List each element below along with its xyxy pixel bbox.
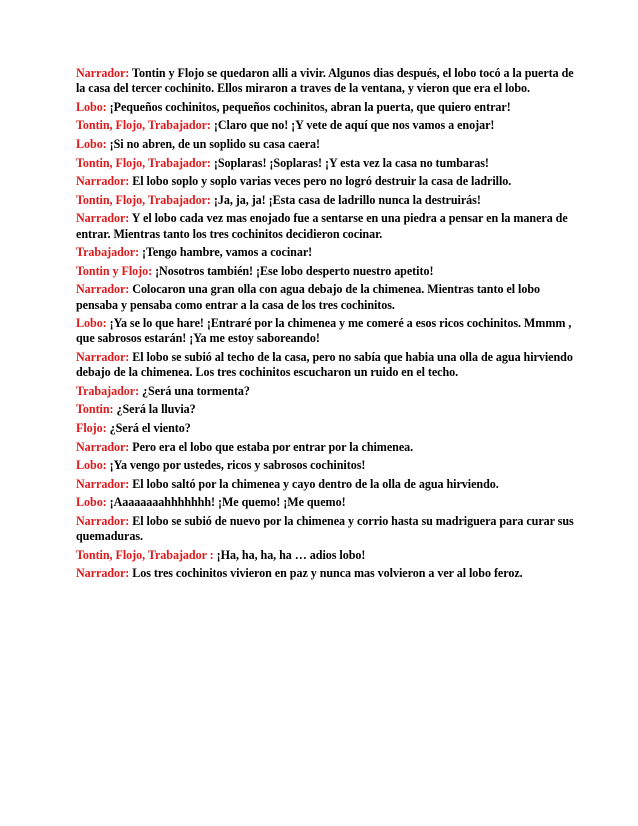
speaker-label: Tontin y Flojo: [76,263,153,278]
speaker-label: Tontin, Flojo, Trabajador: [76,118,211,133]
speaker-label: Narrador: [76,211,130,226]
speaker-label: Lobo: [76,99,107,114]
speaker-label: Tontin, Flojo, Trabajador: [76,192,211,207]
dialogue-text: ¿Será el viento? [106,420,191,435]
script-line [76,440,578,455]
dialogue-text: El lobo saltó por la chimenea y cayo dentro de la olla de agua hirviendo. [129,476,499,491]
speaker-label: Lobo: [76,458,107,473]
speaker-label: Narrador: [76,513,130,528]
dialogue-text: Los tres cochinitos vivieron en paz y nunca mas volvieron a ver al lobo feroz. [129,566,523,581]
dialogue-text: Colocaron una gran olla con agua debajo de la chimenea. Mientras tanto el lobo pensaba y pensaba como entrar a la casa de los tres cochinitos. [76,282,540,312]
dialogue-text: ¡Si no abren, de un soplido su casa caera! [106,136,321,151]
script-line [76,193,578,208]
script-line [76,245,578,260]
script-line [76,211,578,241]
dialogue-text: ¡Pequeños cochinitos, pequeños cochinitos, abran la puerta, que quiero entrar! [106,99,511,114]
script-line [76,402,578,417]
script-line [76,156,578,171]
script-line [76,477,578,492]
speaker-label: Lobo: [76,136,107,151]
dialogue-text: ¡Ja, ja, ja! ¡Esta casa de ladrillo nunca la destruirás! [210,192,481,207]
dialogue-text: El lobo se subió de nuevo por la chimenea y corrio hasta su madriguera para curar sus quemaduras. [76,513,574,544]
speaker-label: Narrador: [76,476,130,491]
script-line [76,548,578,563]
dialogue-text: El lobo soplo y soplo varias veces pero no logró destruir la casa de ladrillo. [129,174,512,189]
dialogue-text: ¡Ha, ha, ha, ha … adios lobo! [213,547,366,562]
dialogue-text: ¡Claro que no! ¡Y vete de aquí que nos vamos a enojar! [210,118,495,133]
speaker-label: Tontin, Flojo, Trabajador : [76,547,214,562]
dialogue-text: ¡Ya se lo que hare! ¡Entraré por la chimenea y me comeré a esos ricos cochinitos. Mmmm , que sabrosos estarán! ¡Ya me estoy saboreando! [76,316,572,346]
dialogue-text: ¡Tengo hambre, vamos a cocinar! [139,245,313,260]
script-line [76,174,578,189]
script-line [76,421,578,436]
script-line [76,316,578,346]
dialogue-text: ¿Será la lluvia? [113,402,196,417]
dialogue-text: ¡Soplaras! ¡Soplaras! ¡Y esta vez la casa no tumbaras! [210,155,489,170]
speaker-label: Tontin: [76,402,114,417]
dialogue-text: Y el lobo cada vez mas enojado fue a sentarse en una piedra a pensar en la manera de entrar. Mientras tanto los tres cochinitos decidieron cocinar. [76,211,568,241]
script-line [76,264,578,279]
speaker-label: Lobo: [76,495,107,510]
dialogue-text: El lobo se subió al techo de la casa, pero no sabía que habia una olla de agua hirviendo debajo de la chimenea. Los tres cochinitos escucharon un ruido en el techo. [76,349,573,380]
script-line [76,100,578,115]
script-line [76,384,578,399]
speaker-label: Narrador: [76,282,130,297]
dialogue-text: Tontin y Flojo se quedaron alli a vivir. Algunos dias después, el lobo tocó a la puerta de la casa del tercer cochinito. Ellos miraron a traves de la ventana, y vieron que era el lobo. [76,66,574,96]
script-line [76,350,578,380]
dialogue-text: Pero era el lobo que estaba por entrar por la chimenea. [129,439,414,454]
dialogue-text: ¡Aaaaaaaahhhhhhh! ¡Me quemo! ¡Me quemo! [106,495,346,510]
speaker-label: Trabajador: [76,383,140,398]
script-line [76,282,578,312]
speaker-label: Narrador: [76,439,130,454]
script-line [76,495,578,510]
speaker-label: Narrador: [76,566,130,581]
dialogue-text: ¡Nosotros también! ¡Ese lobo desperto nuestro apetito! [152,263,434,278]
script-line [76,66,578,96]
script-line [76,137,578,152]
speaker-label: Tontin, Flojo, Trabajador: [76,155,211,170]
dialogue-text: ¿Será una tormenta? [139,383,250,398]
script-line [76,514,578,544]
dialogue-text: ¡Ya vengo por ustedes, ricos y sabrosos cochinitos! [106,458,366,473]
script-line [76,566,578,581]
speaker-label: Narrador: [76,349,130,364]
speaker-label: Trabajador: [76,245,140,260]
speaker-label: Narrador: [76,174,130,189]
speaker-label: Narrador: [76,66,130,80]
speaker-label: Lobo: [76,316,107,331]
script-line [76,458,578,473]
script-line [76,118,578,133]
speaker-label: Flojo: [76,420,107,435]
